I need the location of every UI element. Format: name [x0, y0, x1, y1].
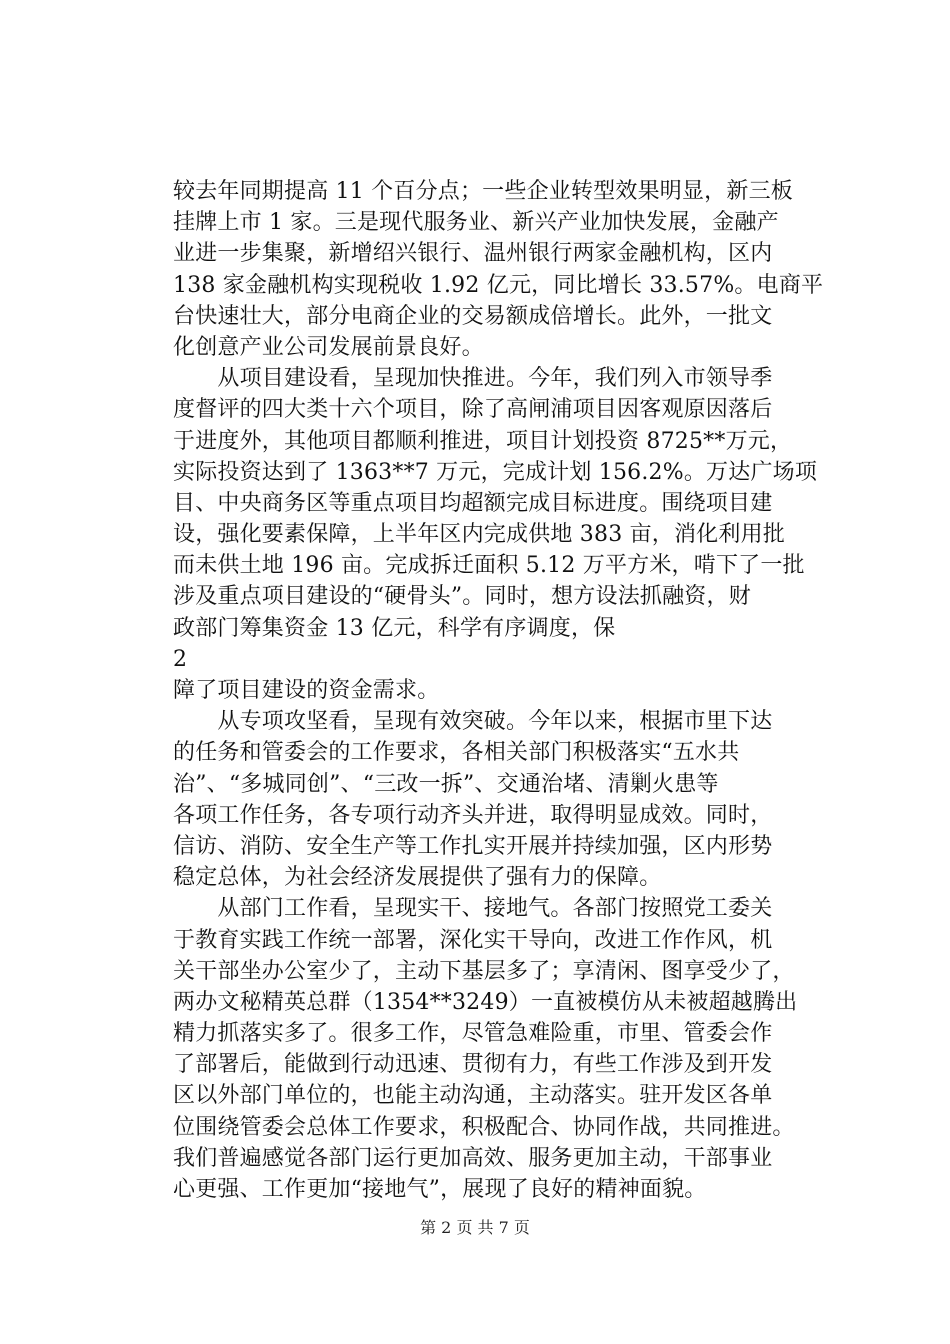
text-line: 障了项目建设的资金需求。: [173, 678, 440, 703]
text-line: 政部门筹集资金 13 亿元，科学有序调度，保: [173, 615, 616, 641]
text-line: 从部门工作看，呈现实干、接地气。各部门按照党工委关: [173, 896, 773, 922]
text-line: 精力抓落实多了。很多工作，尽管急难险重，市里、管委会作: [173, 1021, 773, 1047]
inline-page-number: 2: [173, 646, 188, 672]
text-line: 稳定总体，为社会经济发展提供了强有力的保障。: [173, 865, 662, 891]
text-line: 心更强、工作更加“接地气”，展现了良好的精神面貌。: [173, 1177, 707, 1202]
text-line: 关干部坐办公室少了，主动下基层多了；享清闲、图享受少了，: [173, 958, 795, 984]
text-line: 化创意产业公司发展前景良好。: [173, 334, 484, 360]
text-line: 实际投资达到了 1363**7 万元，完成计划 156.2%。万达广场项: [173, 459, 818, 485]
text-line: 138 家金融机构实现税收 1.92 亿元，同比增长 33.57%。电商平: [173, 272, 824, 298]
text-line: 各项工作任务，各专项行动齐头并进，取得明显成效。同时，: [173, 802, 773, 828]
text-line: 从项目建设看，呈现加快推进。今年，我们列入市领导季: [173, 366, 773, 392]
text-line: 两办文秘精英总群（1354**3249）一直被模仿从未被超越腾出: [173, 989, 798, 1015]
text-line: 挂牌上市 1 家。三是现代服务业、新兴产业加快发展，金融产: [173, 210, 779, 236]
text-line: 台快速壮大，部分电商企业的交易额成倍增长。此外，一批文: [173, 303, 773, 329]
text-line: 较去年同期提高 11 个百分点；一些企业转型效果明显，新三板: [173, 179, 793, 204]
text-line: 的任务和管委会的工作要求，各相关部门积极落实“五水共: [173, 740, 740, 766]
page-number-label: 第 2 页 共 7 页: [420, 1218, 530, 1237]
text-line: 目、中央商务区等重点项目均超额完成目标进度。围绕项目建: [173, 490, 773, 516]
text-line: 于进度外，其他项目都顺利推进，项目计划投资 8725**万元，: [173, 428, 793, 454]
text-line: 涉及重点项目建设的“硬骨头”。同时，想方设法抓融资，财: [173, 584, 751, 610]
text-line: 从专项攻坚看，呈现有效突破。今年以来，根据市里下达: [173, 709, 773, 735]
text-line: 设，强化要素保障，上半年区内完成供地 383 亩，消化利用批: [173, 522, 785, 548]
text-line: 区以外部门单位的，也能主动沟通，主动落实。驻开发区各单: [173, 1083, 773, 1109]
text-line: 治”、“多城同创”、“三改一拆”、交通治堵、清剿火患等: [173, 771, 719, 797]
text-line: 信访、消防、安全生产等工作扎实开展并持续加强，区内形势: [173, 833, 773, 859]
text-line: 了部署后，能做到行动迅速、贯彻有力，有些工作涉及到开发: [173, 1052, 773, 1078]
text-line: 度督评的四大类十六个项目，除了高闸浦项目因客观原因落后: [173, 397, 773, 423]
document-body: [173, 176, 863, 1205]
text-line: 业进一步集聚，新增绍兴银行、温州银行两家金融机构，区内: [173, 241, 773, 267]
text-line: 于教育实践工作统一部署，深化实干导向，改进工作作风，机: [173, 927, 773, 953]
page-footer: [0, 1218, 950, 1238]
text-line: 而未供土地 196 亩。完成拆迁面积 5.12 万平方米，啃下了一批: [173, 553, 805, 579]
text-line: 我们普遍感觉各部门运行更加高效、服务更加主动，干部事业: [173, 1145, 773, 1171]
text-line: 位围绕管委会总体工作要求，积极配合、协同作战，共同推进。: [173, 1114, 795, 1140]
